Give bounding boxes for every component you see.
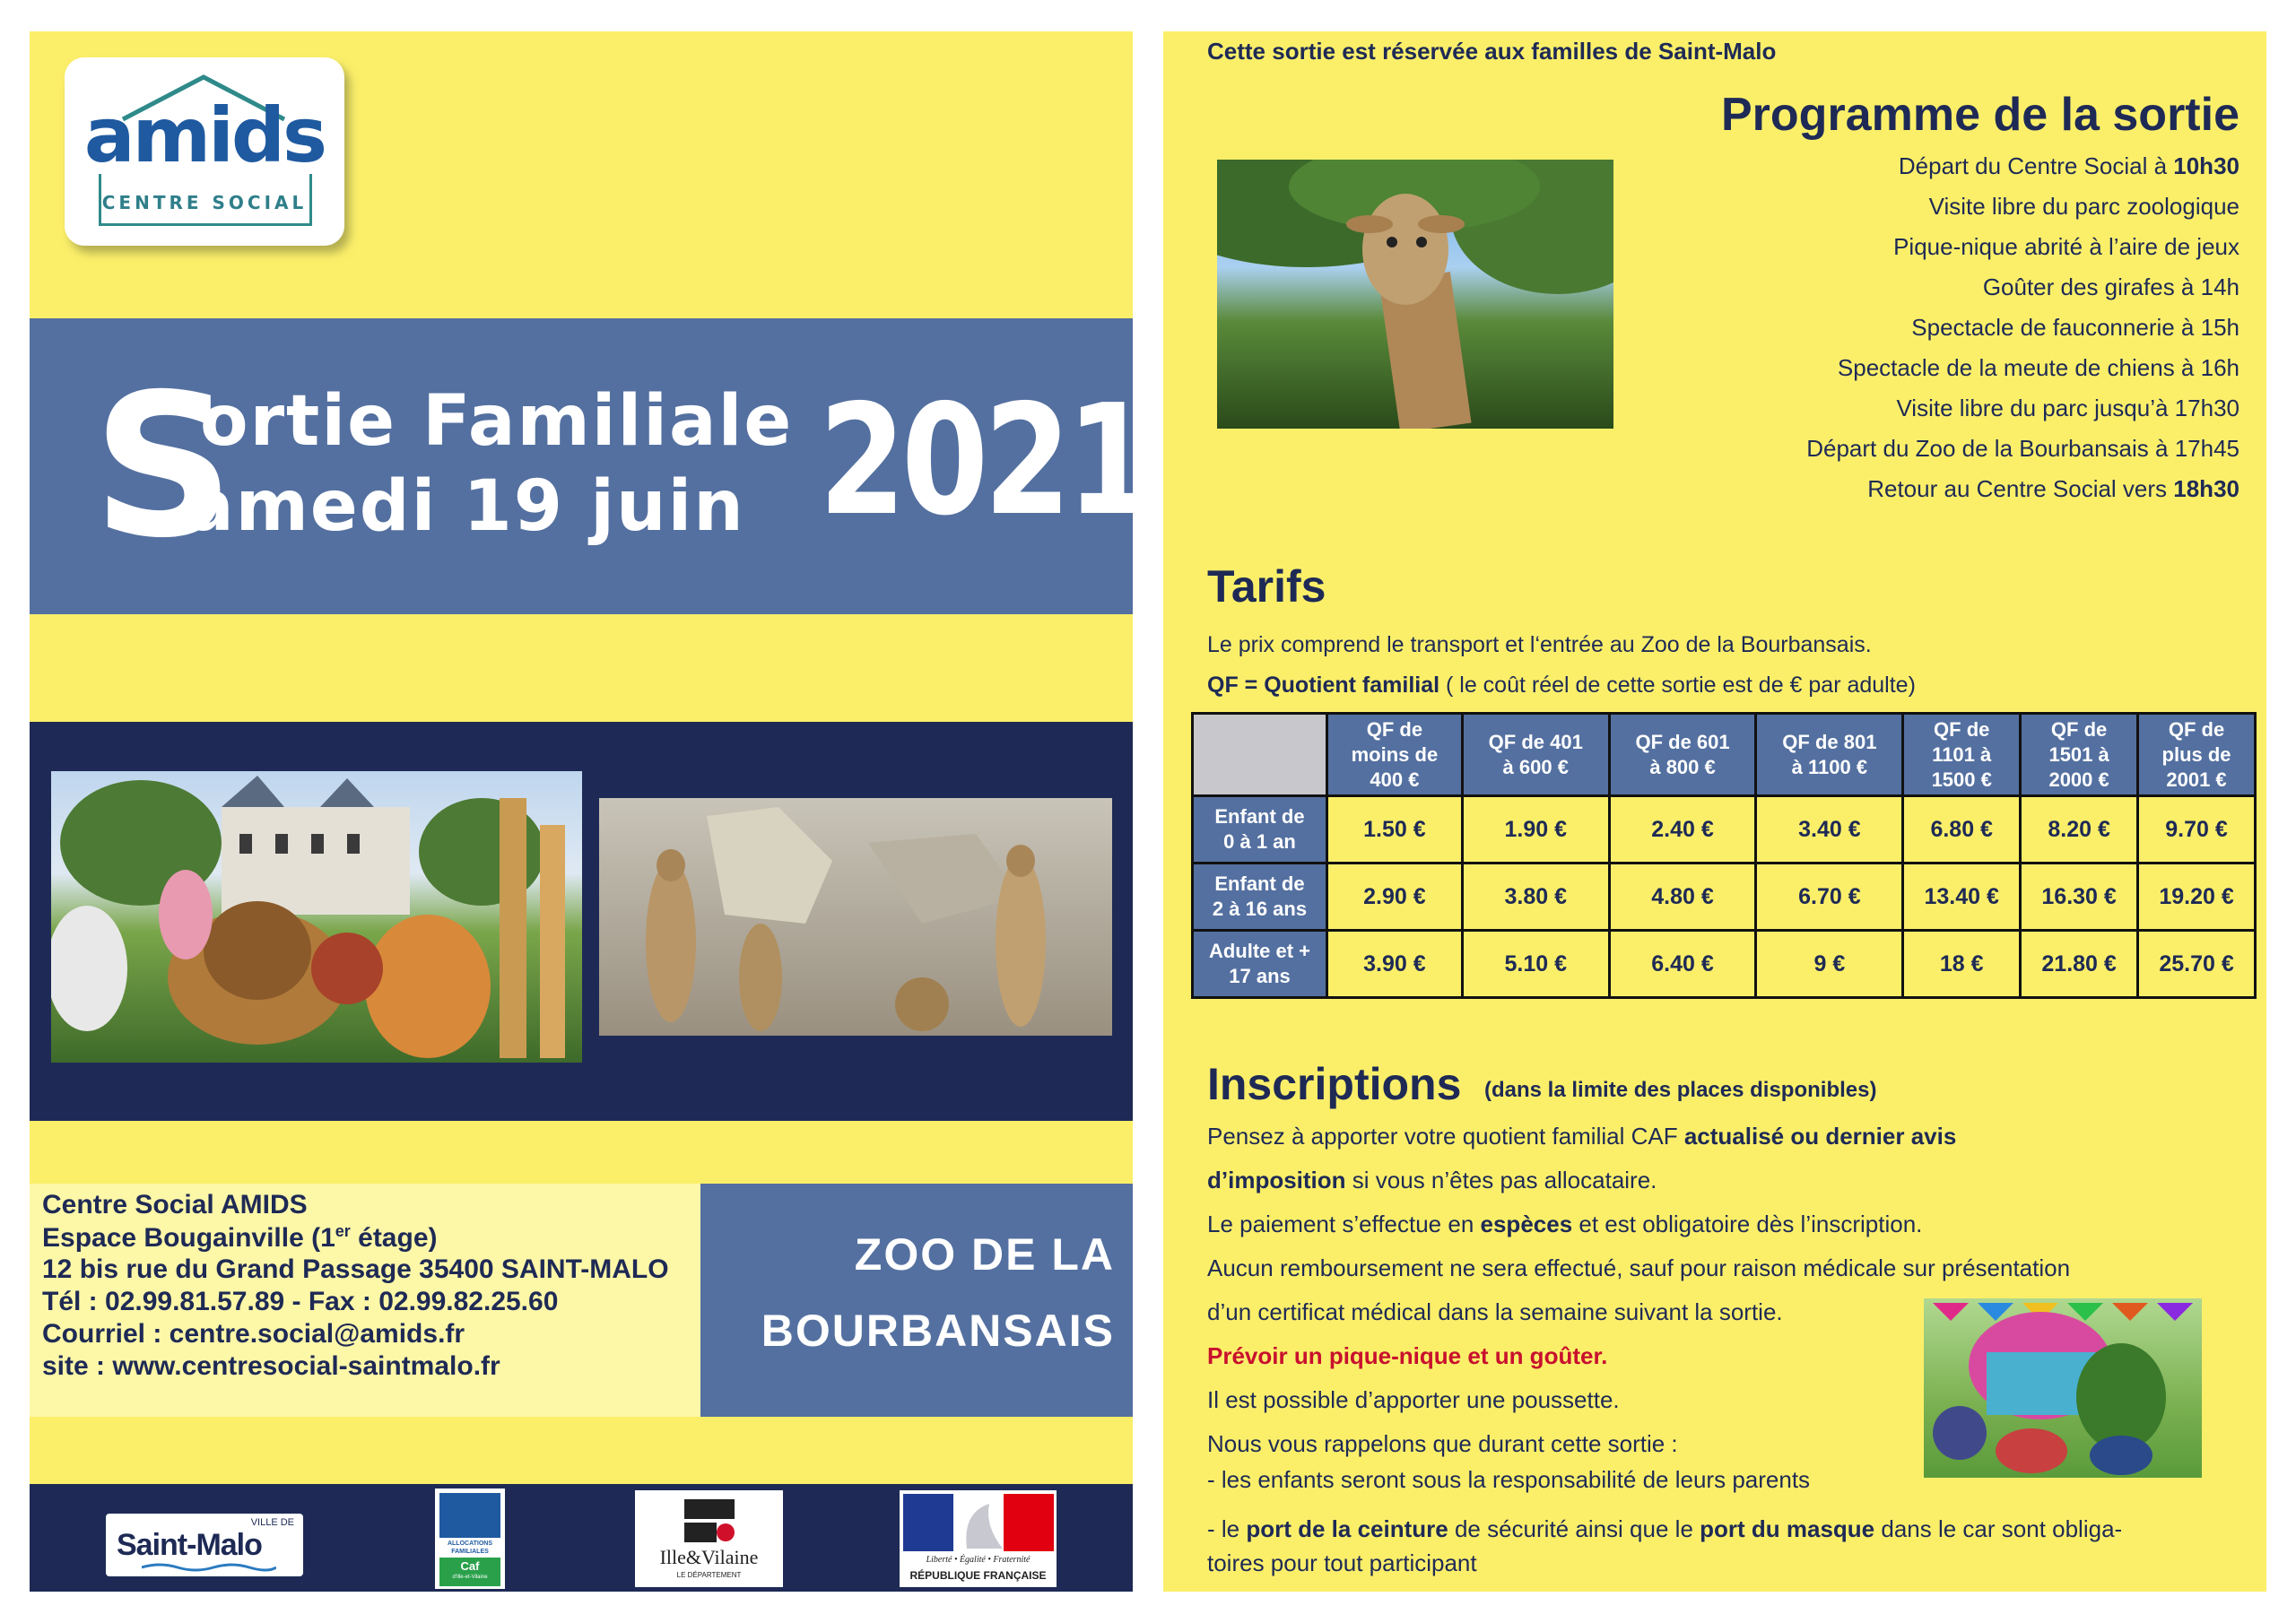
price-cell: 3.40 € [1756,796,1903,864]
website-line[interactable]: site : www.centresocial-saintmalo.fr [42,1351,500,1381]
inscription-text: Le paiement s’effectue en espèces et est obligatoire dès l’inscription. [1207,1211,1923,1237]
inscription-text: Il est possible d’apporter une poussette. [1207,1386,1620,1413]
email-line[interactable]: Courriel : centre.social@amids.fr [42,1319,465,1349]
price-cell: 18 € [1903,931,2021,998]
address-line-1: Centre Social AMIDS [42,1190,308,1219]
programme-title: Programme de la sortie [1721,89,2239,141]
title-initial: S [92,352,235,581]
programme-item: Visite libre du parc jusqu’à 17h30 [1896,395,2239,421]
address-line-2: Espace Bougainville (1er étage) [42,1222,438,1253]
giraffe-icon [1217,160,1613,429]
table-row [1193,796,2256,864]
price-cell: 9 € [1756,931,1903,998]
title-band [30,318,1150,614]
price-cell: 2.40 € [1609,796,1756,864]
price-cell: 6.70 € [1756,864,1903,931]
price-cell: 3.90 € [1327,931,1463,998]
price-cell: 25.70 € [2138,931,2256,998]
price-cell: 1.90 € [1462,796,1609,864]
table-row [1193,864,2256,931]
programme-item: Visite libre du parc zoologique [1928,193,2239,220]
programme-item: Départ du Centre Social à 10h30 [1898,152,2239,179]
programme-item: Spectacle de fauconnerie à 15h [1911,314,2239,341]
table-header-cell: QF de 1101 à 1500 € [1903,714,2021,796]
price-cell: 4.80 € [1609,864,1756,931]
zoo-line-1: ZOO DE LA [854,1229,1115,1280]
zoo-animals-photo [51,771,582,1063]
table-header-cell: QF de 1501 à 2000 € [2021,714,2138,796]
title-line1: ortie Familiale [200,381,794,462]
table-row [1193,931,2256,998]
inscription-text: d’un certificat médical dans la semaine suivant la sortie. [1207,1298,1783,1325]
price-cell: 19.20 € [2138,864,2256,931]
address-line-3: 12 bis rue du Grand Passage 35400 SAINT-MALO [42,1254,669,1284]
programme-item: Départ du Zoo de la Bourbansais à 17h45 [1806,435,2239,462]
price-cell: 9.70 € [2138,796,2256,864]
price-cell: 13.40 € [1903,864,2021,931]
table-header-cell: QF de plus de 2001 € [2138,714,2256,796]
table-header-row [1193,714,2256,796]
title-year: 2021 [819,372,1150,550]
inscription-text: Aucun remboursement ne sera effectué, sauf pour raison médicale sur présentation [1207,1254,2071,1281]
price-cell: 16.30 € [2021,864,2138,931]
logo-word: amids [83,91,326,179]
meerkats-icon [599,798,1112,1036]
price-cell: 6.80 € [1903,796,2021,864]
tarifs-table [1191,712,2257,999]
inscription-text: Pensez à apporter votre quotient familial CAF actualisé ou dernier avis [1207,1123,1957,1150]
qf-note: QF = Quotient familial ( le coût réel de cette sortie est de € par adulte) [1207,673,1916,698]
giraffe-photo [1217,160,1613,429]
programme-item: Retour au Centre Social vers 18h30 [1867,475,2239,502]
picnic-reminder: Prévoir un pique-nique et un goûter. [1207,1342,1608,1369]
tarifs-note: Le prix comprend le transport et l‘entrée au Zoo de la Bourbansais. [1207,632,1872,657]
phone-line: Tél : 02.99.81.57.89 - Fax : 02.99.82.25.60 [42,1287,559,1316]
inscription-text: toires pour tout participant [1207,1549,1477,1576]
price-cell: 8.20 € [2021,796,2138,864]
table-header-cell: QF de moins de 400 € [1327,714,1463,796]
table-header-cell: QF de 801 à 1100 € [1756,714,1903,796]
caf-logo: ALLOCATIONS FAMILIALES Caf d'Ille-et-Vilaine [435,1488,505,1589]
table-corner-cell [1193,714,1327,796]
row-label: Adulte et + 17 ans [1193,931,1327,998]
inscription-text: d’imposition si vous n’êtes pas allocataire. [1207,1167,1657,1193]
zoo-line-2: BOURBANSAIS [761,1306,1115,1356]
saint-malo-logo: VILLE DE Saint-Malo [106,1514,303,1576]
animals-collage-icon [51,771,582,1063]
tarifs-title: Tarifs [1207,561,1326,612]
logo-subtitle: CENTRE SOCIAL [101,192,308,213]
price-cell: 21.80 € [2021,931,2138,998]
price-cell: 6.40 € [1609,931,1756,998]
meerkats-photo [599,798,1112,1036]
republique-francaise-logo: Liberté • Égalité • Fraternité RÉPUBLIQUE FRANÇAISE [900,1490,1057,1587]
inscription-text: Nous vous rappelons que durant cette sortie : [1207,1430,1678,1457]
inscription-text: - le port de la ceinture de sécurité ainsi que le port du masque dans le car sont obliga- [1207,1515,2123,1542]
price-cell: 1.50 € [1327,796,1463,864]
reserved-note: Cette sortie est réservée aux familles de Saint-Malo [1207,38,1777,65]
inscription-text: - les enfants seront sous la responsabilité de leurs parents [1207,1466,1811,1493]
ille-et-vilaine-logo: Ille&Vilaine LE DÉPARTEMENT [635,1490,783,1587]
row-label: Enfant de 0 à 1 an [1193,796,1327,864]
inscriptions-title: Inscriptions [1207,1059,1462,1109]
title-line2: amedi 19 juin [187,466,745,547]
programme-item: Goûter des girafes à 14h [1982,273,2239,300]
zoo-name-box [700,1184,1133,1417]
row-label: Enfant de 2 à 16 ans [1193,864,1327,931]
bouncy-castle-photo [1924,1298,2202,1478]
price-cell: 2.90 € [1327,864,1463,931]
price-cell: 5.10 € [1462,931,1609,998]
bouncy-castle-icon [1924,1298,2202,1478]
table-header-cell: QF de 601 à 800 € [1609,714,1756,796]
programme-item: Pique-nique abrité à l’aire de jeux [1893,233,2239,260]
table-header-cell: QF de 401 à 600 € [1462,714,1609,796]
programme-item: Spectacle de la meute de chiens à 16h [1837,354,2239,381]
inscriptions-subtitle: (dans la limite des places disponibles) [1484,1078,1877,1102]
amids-logo [65,57,344,246]
price-cell: 3.80 € [1462,864,1609,931]
